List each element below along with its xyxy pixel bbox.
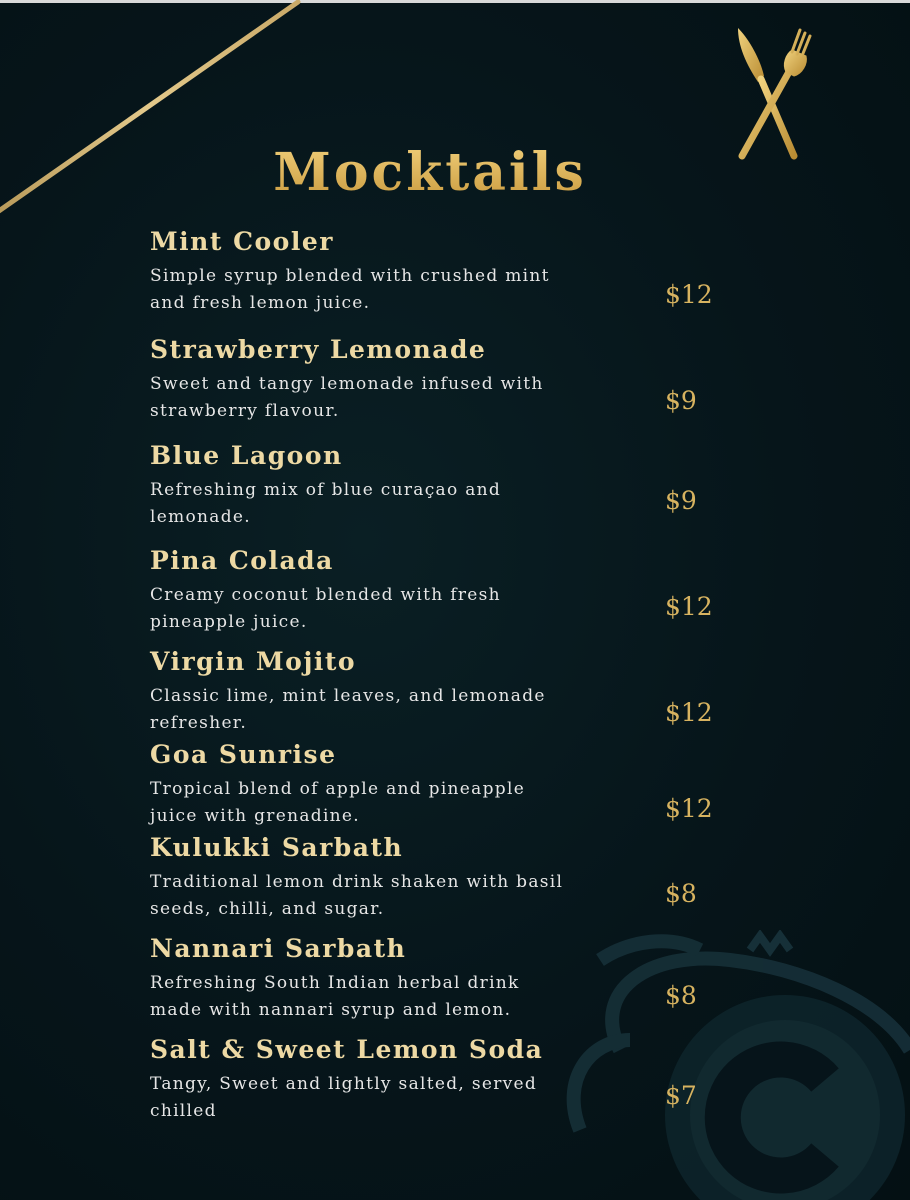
- item-price: $9: [665, 386, 697, 415]
- menu-item-salt-sweet-lemon-soda: [150, 1035, 570, 1125]
- menu-item-strawberry-lemonade: [150, 335, 570, 425]
- item-name: Blue Lagoon: [150, 441, 343, 470]
- menu-item-mint-cooler: [150, 227, 570, 317]
- menu-title: Mocktails: [0, 142, 860, 203]
- item-price: $12: [665, 794, 713, 823]
- menu-item-goa-sunrise: [150, 740, 570, 830]
- menu-item-nannari-sarbath: [150, 934, 570, 1024]
- item-description: Tropical blend of apple and pineapple juice with grenadine.: [150, 779, 526, 826]
- menu-item-kulukki-sarbath: [150, 833, 570, 923]
- item-price: $12: [665, 280, 713, 309]
- item-description: Traditional lemon drink shaken with basil seeds, chilli, and sugar.: [150, 872, 564, 919]
- item-name: Virgin Mojito: [150, 647, 357, 676]
- item-name: Strawberry Lemonade: [150, 335, 487, 364]
- item-price: $12: [665, 698, 713, 727]
- item-name: Nannari Sarbath: [150, 934, 407, 963]
- item-description: Refreshing South Indian herbal drink made with nannari syrup and lemon.: [150, 973, 520, 1020]
- item-price: $8: [665, 981, 697, 1010]
- menu-item-pina-colada: [150, 546, 570, 636]
- item-price: $12: [665, 592, 713, 621]
- menu-item-virgin-mojito: [150, 647, 570, 737]
- item-price: $7: [665, 1081, 697, 1110]
- item-price: $8: [665, 879, 697, 908]
- item-name: Pina Colada: [150, 546, 334, 575]
- item-description: Simple syrup blended with crushed mint and fresh lemon juice.: [150, 266, 550, 313]
- item-name: Kulukki Sarbath: [150, 833, 404, 862]
- item-description: Refreshing mix of blue curaçao and lemonade.: [150, 480, 502, 527]
- item-description: Tangy, Sweet and lightly salted, served chilled: [150, 1074, 538, 1121]
- item-name: Goa Sunrise: [150, 740, 337, 769]
- item-description: Creamy coconut blended with fresh pineapple juice.: [150, 585, 501, 632]
- item-description: Classic lime, mint leaves, and lemonade refresher.: [150, 686, 546, 733]
- item-name: Mint Cooler: [150, 227, 334, 256]
- item-name: Salt & Sweet Lemon Soda: [150, 1035, 544, 1064]
- item-price: $9: [665, 486, 697, 515]
- menu-item-blue-lagoon: [150, 441, 570, 531]
- item-description: Sweet and tangy lemonade infused with strawberry flavour.: [150, 374, 544, 421]
